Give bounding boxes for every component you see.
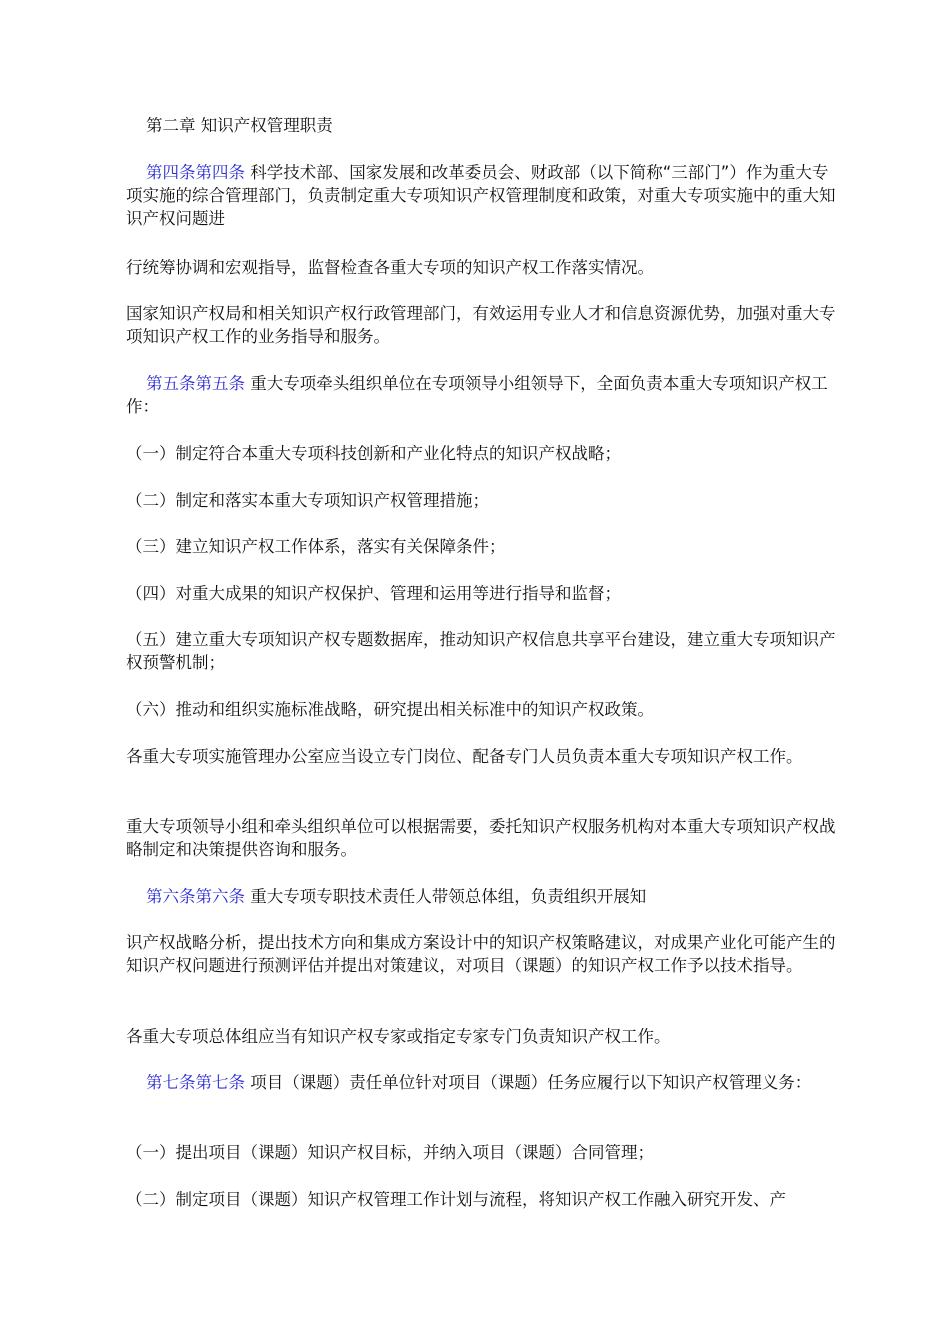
article-6-text: 重大专项专职技术责任人带领总体组，负责组织开展知 xyxy=(245,887,647,906)
article-7-item-1: （一）提出项目（课题）知识产权目标，并纳入项目（课题）合同管理； xyxy=(126,1143,654,1162)
article-5-item-6: （六）推动和组织实施标准战略，研究提出相关标准中的知识产权政策。 xyxy=(126,700,654,719)
article-5-item-2: （二）制定和落实本重大专项知识产权管理措施； xyxy=(126,491,489,510)
article-5-paragraph-2: 各重大专项实施管理办公室应当设立专门岗位、配备专门人员负责本重大专项知识产权工作。 xyxy=(126,747,803,766)
article-5-text: 重大专项牵头组织单位在专项领导小组领导下，全面负责本重大专项知识产权工作： xyxy=(126,374,828,416)
article-4-label: 第四条第四条 xyxy=(146,163,245,182)
article-4-paragraph-2: 国家知识产权局和相关知识产权行政管理部门，有效运用专业人才和信息资源优势，加强对重大专项知识产权工作的业务指导和服务。 xyxy=(126,304,836,346)
chapter-heading: 第二章 知识产权管理职责 xyxy=(146,116,333,135)
article-5-paragraph-3: 重大专项领导小组和牵头组织单位可以根据需要，委托知识产权服务机构对本重大专项知识产权战略制定和决策提供咨询和服务。 xyxy=(126,817,836,859)
article-5-item-4: （四）对重大成果的知识产权保护、管理和运用等进行指导和监督； xyxy=(126,584,621,603)
article-5-label: 第五条第五条 xyxy=(146,374,245,393)
article-4-continuation: 行统筹协调和宏观指导，监督检查各重大专项的知识产权工作落实情况。 xyxy=(126,258,654,277)
article-7-item-2: （二）制定项目（课题）知识产权管理工作计划与流程，将知识产权工作融入研究开发、产 xyxy=(126,1190,786,1209)
article-7-label: 第七条第七条 xyxy=(146,1073,245,1092)
article-5-item-1: （一）制定符合本重大专项科技创新和产业化特点的知识产权战略； xyxy=(126,444,621,463)
article-5-item-5: （五）建立重大专项知识产权专题数据库，推动知识产权信息共享平台建设，建立重大专项知识产权预警机制； xyxy=(126,630,836,672)
article-7-text: 项目（课题）责任单位针对项目（课题）任务应履行以下知识产权管理义务： xyxy=(245,1073,812,1092)
article-6-paragraph-2: 各重大专项总体组应当有知识产权专家或指定专家专门负责知识产权工作。 xyxy=(126,1027,671,1046)
article-5-item-3: （三）建立知识产权工作体系，落实有关保障条件； xyxy=(126,537,506,556)
article-5 xyxy=(126,372,836,418)
article-6-continuation: 识产权战略分析，提出技术方向和集成方案设计中的知识产权策略建议，对成果产业化可能产生的知识产权问题进行预测评估并提出对策建议，对项目（课题）的知识产权工作予以技术指导。 xyxy=(126,933,836,975)
article-6-label: 第六条第六条 xyxy=(146,887,245,906)
article-6 xyxy=(126,885,836,908)
article-4 xyxy=(126,161,836,230)
article-4-text: 科学技术部、国家发展和改革委员会、财政部（以下简称“三部门”）作为重大专项实施的综合管理部门，负责制定重大专项知识产权管理制度和政策，对重大专项实施中的重大知识产权问题进 xyxy=(126,163,836,228)
article-7 xyxy=(126,1071,836,1094)
